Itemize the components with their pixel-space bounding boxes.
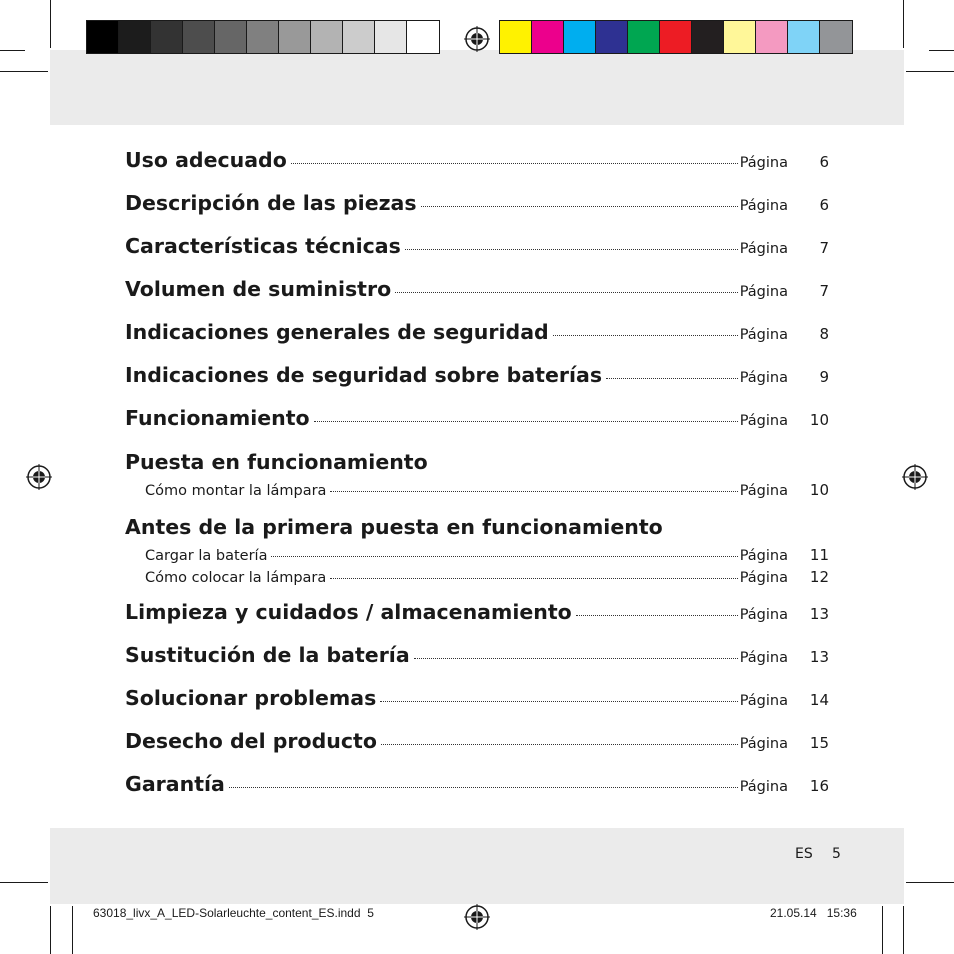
toc-entry[interactable] bbox=[125, 191, 829, 215]
toc-page-label: Página bbox=[739, 779, 788, 795]
color-swatch bbox=[596, 21, 628, 53]
toc-entry[interactable] bbox=[125, 686, 829, 710]
toc-dot-leader bbox=[553, 334, 738, 336]
toc-entry-title: Cómo colocar la lámpara bbox=[145, 570, 327, 586]
toc-dot-leader bbox=[414, 657, 738, 659]
toc-page-label: Página bbox=[739, 548, 788, 564]
toc-entry[interactable] bbox=[125, 729, 829, 753]
slug-date: 21.05.14 bbox=[770, 906, 817, 920]
toc-page-number: 12 bbox=[809, 568, 829, 586]
crop-mark bbox=[906, 71, 954, 72]
toc-page-number: 11 bbox=[809, 546, 829, 564]
color-swatch bbox=[279, 21, 311, 53]
toc-entry[interactable] bbox=[125, 363, 829, 387]
footer-page-number: 5 bbox=[832, 846, 841, 862]
toc-entry-title: Cómo montar la lámpara bbox=[145, 483, 327, 499]
color-swatch bbox=[564, 21, 596, 53]
toc-entry-title: Descripción de las piezas bbox=[125, 191, 417, 215]
color-swatch bbox=[820, 21, 852, 53]
toc-entry-title: Volumen de suministro bbox=[125, 277, 392, 301]
toc-entry-title: Cargar la batería bbox=[145, 548, 268, 564]
toc-page-number: 10 bbox=[809, 481, 829, 499]
color-swatch bbox=[500, 21, 532, 53]
toc-page-label: Página bbox=[739, 241, 788, 257]
toc-entry-title: Funcionamiento bbox=[125, 406, 310, 430]
color-swatch bbox=[407, 21, 439, 53]
toc-entry-title: Limpieza y cuidados / almacenamiento bbox=[125, 600, 572, 624]
color-swatch bbox=[87, 21, 119, 53]
toc-page-number: 6 bbox=[819, 196, 829, 214]
crop-mark bbox=[0, 71, 48, 72]
toc-page-label: Página bbox=[739, 607, 788, 623]
toc-dot-leader bbox=[380, 700, 737, 702]
toc-entry-title: Desecho del producto bbox=[125, 729, 377, 753]
toc-page-number: 6 bbox=[819, 153, 829, 171]
toc-page-label: Página bbox=[739, 155, 788, 171]
color-swatch bbox=[660, 21, 692, 53]
toc-page-number: 10 bbox=[809, 411, 829, 429]
toc-entry[interactable] bbox=[125, 643, 829, 667]
toc-dot-leader bbox=[606, 377, 738, 379]
registration-mark-icon bbox=[26, 464, 52, 490]
toc-page-label: Página bbox=[739, 650, 788, 666]
toc-dot-leader bbox=[405, 248, 738, 250]
toc-page-label: Página bbox=[739, 370, 788, 386]
color-swatch bbox=[119, 21, 151, 53]
color-swatch bbox=[532, 21, 564, 53]
toc-dot-leader bbox=[330, 577, 737, 579]
toc-section-heading: Puesta en funcionamiento bbox=[125, 450, 428, 474]
top-gray-band bbox=[50, 50, 904, 125]
toc-entry[interactable] bbox=[125, 772, 829, 796]
registration-mark-icon bbox=[464, 26, 490, 52]
toc-entry[interactable] bbox=[125, 234, 829, 258]
slug-file-page: 5 bbox=[367, 906, 374, 920]
toc-page-number: 15 bbox=[809, 734, 829, 752]
toc-entry-title: Sustitución de la batería bbox=[125, 643, 410, 667]
slug-file-name: 63018_livx_A_LED-Solarleuchte_content_ES.indd bbox=[93, 906, 361, 920]
color-swatch bbox=[247, 21, 279, 53]
toc-dot-leader bbox=[229, 786, 738, 788]
color-swatch bbox=[151, 21, 183, 53]
grayscale-color-bar bbox=[86, 20, 440, 54]
toc-entry[interactable] bbox=[125, 600, 829, 624]
color-swatch bbox=[724, 21, 756, 53]
color-swatch bbox=[692, 21, 724, 53]
footer-language: ES bbox=[795, 846, 813, 862]
color-swatch bbox=[343, 21, 375, 53]
toc-entry[interactable] bbox=[145, 546, 829, 564]
toc-entry-title: Indicaciones generales de seguridad bbox=[125, 320, 549, 344]
toc-page-number: 14 bbox=[809, 691, 829, 709]
crop-mark bbox=[882, 906, 883, 954]
toc-entry[interactable] bbox=[145, 568, 829, 586]
toc-page-label: Página bbox=[739, 198, 788, 214]
toc-dot-leader bbox=[330, 490, 737, 492]
toc-entry[interactable] bbox=[145, 481, 829, 499]
toc-entry-title: Garantía bbox=[125, 772, 225, 796]
toc-entry-title: Indicaciones de seguridad sobre baterías bbox=[125, 363, 603, 387]
toc-page-number: 9 bbox=[819, 368, 829, 386]
toc-page-number: 7 bbox=[819, 282, 829, 300]
crop-mark bbox=[50, 0, 51, 48]
color-swatch bbox=[756, 21, 788, 53]
slug-timestamp bbox=[770, 906, 857, 920]
toc-page-label: Página bbox=[739, 483, 788, 499]
color-swatch bbox=[628, 21, 660, 53]
color-swatch bbox=[215, 21, 247, 53]
process-color-bar bbox=[499, 20, 853, 54]
toc-entry-title: Características técnicas bbox=[125, 234, 401, 258]
toc-page-label: Página bbox=[739, 413, 788, 429]
toc-dot-leader bbox=[314, 420, 738, 422]
toc-section-heading: Antes de la primera puesta en funcionamiento bbox=[125, 515, 663, 539]
toc-dot-leader bbox=[421, 205, 738, 207]
toc-page-label: Página bbox=[739, 736, 788, 752]
registration-mark-icon bbox=[464, 904, 490, 930]
toc-dot-leader bbox=[291, 162, 738, 164]
color-swatch bbox=[375, 21, 407, 53]
color-swatch bbox=[183, 21, 215, 53]
toc-dot-leader bbox=[381, 743, 738, 745]
toc-page-number: 16 bbox=[809, 777, 829, 795]
crop-mark bbox=[72, 906, 73, 954]
toc-page-label: Página bbox=[739, 570, 788, 586]
toc-entry[interactable] bbox=[125, 320, 829, 344]
crop-mark bbox=[929, 50, 954, 51]
toc-page-number: 13 bbox=[809, 605, 829, 623]
toc-entry-title: Uso adecuado bbox=[125, 148, 287, 172]
toc-dot-leader bbox=[271, 555, 737, 557]
toc-entry[interactable] bbox=[125, 148, 829, 172]
crop-mark bbox=[0, 882, 48, 883]
toc-entry[interactable] bbox=[125, 406, 829, 430]
toc-dot-leader bbox=[576, 614, 738, 616]
toc-page-number: 8 bbox=[819, 325, 829, 343]
crop-mark bbox=[906, 882, 954, 883]
toc-page-number: 7 bbox=[819, 239, 829, 257]
toc-entry[interactable] bbox=[125, 277, 829, 301]
bottom-gray-band bbox=[50, 828, 904, 904]
toc-dot-leader bbox=[395, 291, 738, 293]
toc-page-label: Página bbox=[739, 693, 788, 709]
crop-mark bbox=[903, 0, 904, 48]
toc-page-label: Página bbox=[739, 327, 788, 343]
toc-entry-title: Solucionar problemas bbox=[125, 686, 377, 710]
slug-time: 15:36 bbox=[826, 906, 857, 920]
crop-mark bbox=[0, 50, 25, 51]
crop-mark bbox=[50, 906, 51, 954]
toc-page-number: 13 bbox=[809, 648, 829, 666]
color-swatch bbox=[311, 21, 343, 53]
crop-mark bbox=[903, 906, 904, 954]
registration-mark-icon bbox=[902, 464, 928, 490]
slug-file-info bbox=[93, 906, 374, 920]
color-swatch bbox=[788, 21, 820, 53]
toc-page-label: Página bbox=[739, 284, 788, 300]
